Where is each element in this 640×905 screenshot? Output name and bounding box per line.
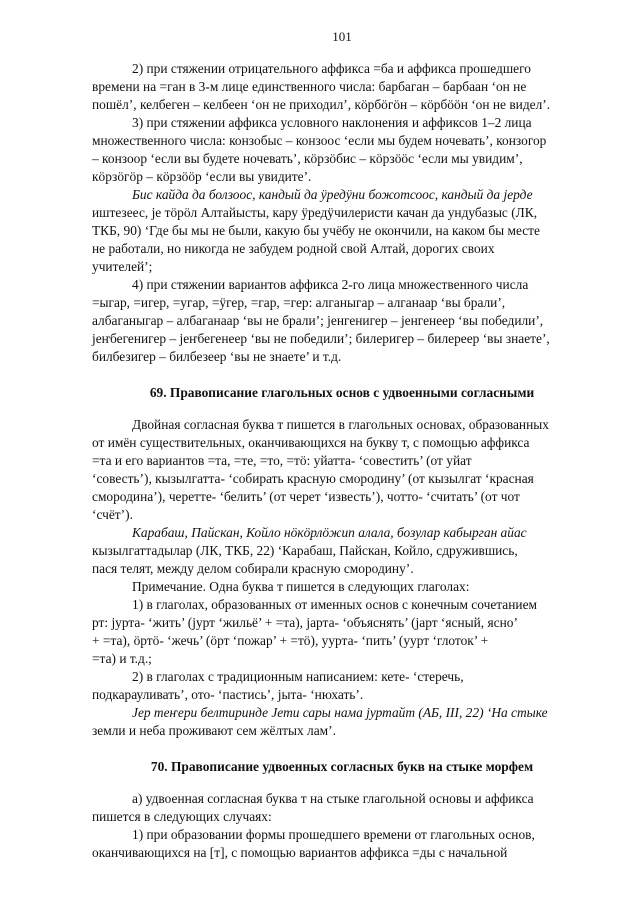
text-line: – конзоор ‘если вы будете ночевать’, кӧрзӧбис – кӧрзӧӧс ‘если мы увидим’, — [92, 151, 523, 166]
text-line: пишется в следующих случаях: — [92, 809, 272, 824]
text-line: =та и его вариантов =та, =те, =то, =тӧ: уйатта- ‘совестить’ (от уйат — [92, 453, 472, 468]
example-line: кызылгаттадылар (ЛК, ТКБ, 22) ‘Карабаш, Пайскан, Койло, сдружившись, — [92, 543, 518, 558]
text-line: 2) при стяжении отрицательного аффикса =ба и аффикса прошедшего — [132, 61, 531, 76]
text-line: пошёл’, келбеген – келбеен ‘он не приходил’, кӧрбӧгӧн – кӧрбӧӧн ‘он не видел’. — [92, 97, 551, 112]
text-line: =та) и т.д.; — [92, 651, 152, 666]
text-line: кӧрзӧгӧр – кӧрзӧӧр ‘если вы увидите’. — [92, 169, 312, 184]
text-line: 3) при стяжении аффикса условного наклонения и аффиксов 1–2 лица — [132, 115, 532, 130]
text-line: Двойная согласная буква т пишется в глагольных основах, образованных — [132, 417, 549, 432]
text-line: от имён существительных, оканчивающихся на букву т, с помощью аффикса — [92, 435, 530, 450]
page-number: 101 — [332, 29, 352, 44]
text-line: ТКБ, 90) ‘Где бы мы не были, какую бы учёбу не окончили, на каком бы месте — [92, 223, 540, 238]
text-line: 1) при образовании формы прошедшего времени от глагольных основ, — [132, 827, 535, 842]
text-line: а) удвоенная согласная буква т на стыке глагольной основы и аффикса — [132, 791, 534, 806]
text-line: смородина’), черетте- ‘белить’ (от черет ‘известь’), чотто- ‘считать’ (от чот — [92, 489, 520, 504]
text-line: учителей’; — [92, 259, 153, 274]
text-line: множественного числа: конзобыс – конзоос ‘если мы будем ночевать’, конзогор — [92, 133, 547, 148]
text-line: албаганыгар – албаганаар ‘вы не брали’; јенгенигер – јенгенеер ‘вы победили’, — [92, 313, 544, 328]
section-heading-70: 70. Правописание удвоенных согласных букв на стыке морфем — [150, 759, 534, 774]
text-line: билбезигер – билбезеер ‘вы не знаете’ и т.д. — [92, 349, 342, 364]
text-line: =ыгар, =игер, =угар, =ӱгер, =гар, =гер: алганыгар – алганаар ‘вы брали’, — [92, 295, 506, 310]
section-contraction-rules — [92, 60, 592, 366]
example-line: Бис кайда да болзоос, кандый да ӱредӱни божотсоос, кандый да јерде — [132, 187, 533, 202]
text-line: јеҥбегенигер – јеҥбегенеер ‘вы не победили’; билеригер – билереер ‘вы знаете’, — [92, 331, 550, 346]
text-line: 2) в глаголах с традиционным написанием: кете- ‘стеречь, — [132, 669, 464, 684]
text-line: ‘совесть’), кызылгатта- ‘собирать красную смородину’ (от кызылгат ‘красная — [92, 471, 534, 486]
note-line: Примечание. Одна буква т пишется в следующих глаголах: — [132, 579, 470, 594]
example-line: иштезеес, је тӧрӧл Алтайысты, кару ӱредӱчилеристи качан да ундубазыс (ЛК, — [92, 205, 538, 220]
text-line: рт: јурта- ‘жить’ (јурт ‘жильё’ + =та), јарта- ‘объяснять’ (јарт ‘ясный, ясно’ — [92, 615, 518, 630]
example-line: Карабаш, Пайскан, Койло нӧкӧрлӧжип алала, бозулар кабырган айас — [132, 525, 527, 540]
text-line: + =та), ӧртӧ- ‘жечь’ (ӧрт ‘пожар’ + =тӧ), уурта- ‘пить’ (уурт ‘глоток’ + — [92, 633, 489, 648]
text-line: земли и неба проживают сем жёлтых лам’. — [92, 723, 336, 738]
text-line: не работали, но никогда не забудем родной свой Алтай, дорогих своих — [92, 241, 495, 256]
text-line: 1) в глаголах, образованных от именных основ с конечным сочетанием — [132, 597, 537, 612]
text-line: времени на =ган в 3-м лице единственного числа: барбаган – барбаан ‘он не — [92, 79, 527, 94]
section-69-body — [92, 416, 592, 740]
text-line: пася телят, между делом собирали красную смородину’. — [92, 561, 414, 576]
text-line: подкарауливать’, ото- ‘пастись’, јыта- ‘нюхать’. — [92, 687, 364, 702]
example-line: Јер теҥери белтиринде Јети сары нама јуртайт (АБ, III, 22) ‘На стыке — [132, 705, 548, 720]
section-heading-69: 69. Правописание глагольных основ с удвоенными согласными — [149, 385, 535, 400]
text-line: 4) при стяжении вариантов аффикса 2-го лица множественного числа — [132, 277, 529, 292]
text-line: оканчивающихся на [т], с помощью вариантов аффикса =ды с начальной — [92, 845, 508, 860]
section-70-body — [92, 790, 592, 862]
text-line: ‘счёт’). — [92, 507, 133, 522]
